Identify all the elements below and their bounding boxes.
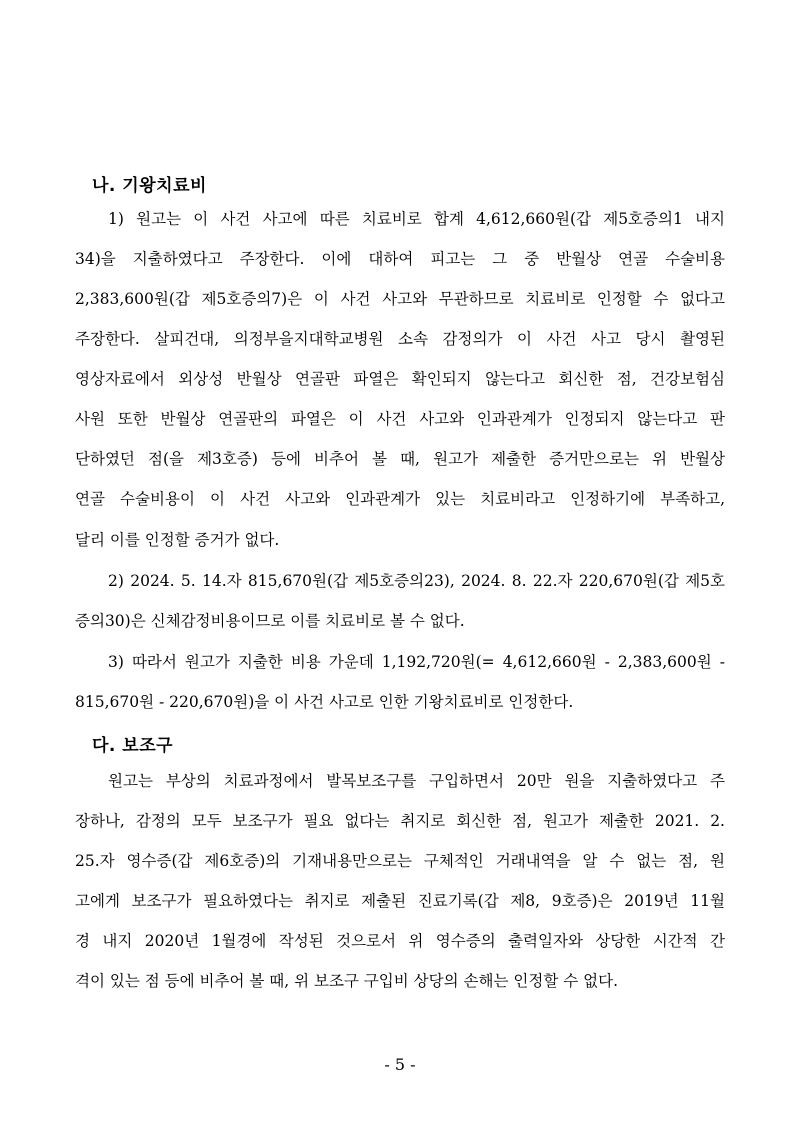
paragraph-line: 1) 원고는 이 사건 사고에 따른 치료비로 합계 4,612,660원(갑 제5호증의1 내지	[108, 210, 725, 228]
paragraph-line: 25.자 영수증(갑 제6호증)의 기재내용만으로는 구체적인 거래내역을 알 수 없는 점, 원	[75, 852, 725, 870]
paragraph-line: 격이 있는 점 등에 비추어 볼 때, 위 보조구 구입비 상당의 손해는 인정할 수 없다.	[75, 972, 618, 990]
paragraph-line: 장하나, 감정의 모두 보조구가 필요 없다는 취지로 회신한 점, 원고가 제출한 2021. 2.	[75, 812, 725, 830]
paragraph-line: 단하였던 점(을 제3호증) 등에 비추어 볼 때, 원고가 제출한 증거만으로는 위 반월상	[75, 450, 725, 468]
paragraph-line: 주장한다. 살피건대, 의정부을지대학교병원 소속 감정의가 이 사건 사고 당시 촬영된	[75, 330, 725, 348]
paragraph-line: 2,383,600원(갑 제5호증의7)은 이 사건 사고와 무관하므로 치료비로 인정할 수 없다고	[75, 290, 725, 308]
paragraph-line: 34)을 지출하였다고 주장한다. 이에 대하여 피고는 그 중 반월상 연골 수술비용	[75, 250, 725, 268]
paragraph-line: 원고는 부상의 치료과정에서 발목보조구를 구입하면서 20만 원을 지출하였다고 주	[108, 772, 725, 790]
paragraph-line: 고에게 보조구가 필요하였다는 취지로 제출된 진료기록(갑 제8, 9호증)은 2019년 11월	[75, 892, 725, 910]
paragraph-line: 경 내지 2020년 1월경에 작성된 것으로서 위 영수증의 출력일자와 상당한 시간적 간	[75, 932, 725, 950]
page-number: - 5 -	[384, 1055, 416, 1074]
paragraph-line: 2) 2024. 5. 14.자 815,670원(갑 제5호증의23), 2024. 8. 22.자 220,670원(갑 제5호	[108, 572, 725, 590]
paragraph-line: 사원 또한 반월상 연골판의 파열은 이 사건 사고와 인과관계가 인정되지 않는다고 판	[75, 410, 725, 428]
paragraph-line: 증의30)은 신체감정비용이므로 이를 치료비로 볼 수 없다.	[75, 612, 465, 630]
paragraph-line: 영상자료에서 외상성 반월상 연골판 파열은 확인되지 않는다고 회신한 점, 건강보험심	[75, 370, 725, 388]
paragraph-line: 3) 따라서 원고가 지출한 비용 가운데 1,192,720원(= 4,612,660원 - 2,383,600원 -	[108, 653, 725, 671]
section-heading-assistive-device: 다. 보조구	[92, 736, 174, 756]
paragraph-line: 연골 수술비용이 이 사건 사고와 인과관계가 있는 치료비라고 인정하기에 부족하고,	[75, 490, 725, 508]
paragraph-line: 달리 이를 인정할 증거가 없다.	[75, 531, 280, 549]
section-heading-medical-expenses: 나. 기왕치료비	[92, 176, 207, 196]
paragraph-line: 815,670원 - 220,670원)을 이 사건 사고로 인한 기왕치료비로 인정한다.	[75, 693, 574, 711]
